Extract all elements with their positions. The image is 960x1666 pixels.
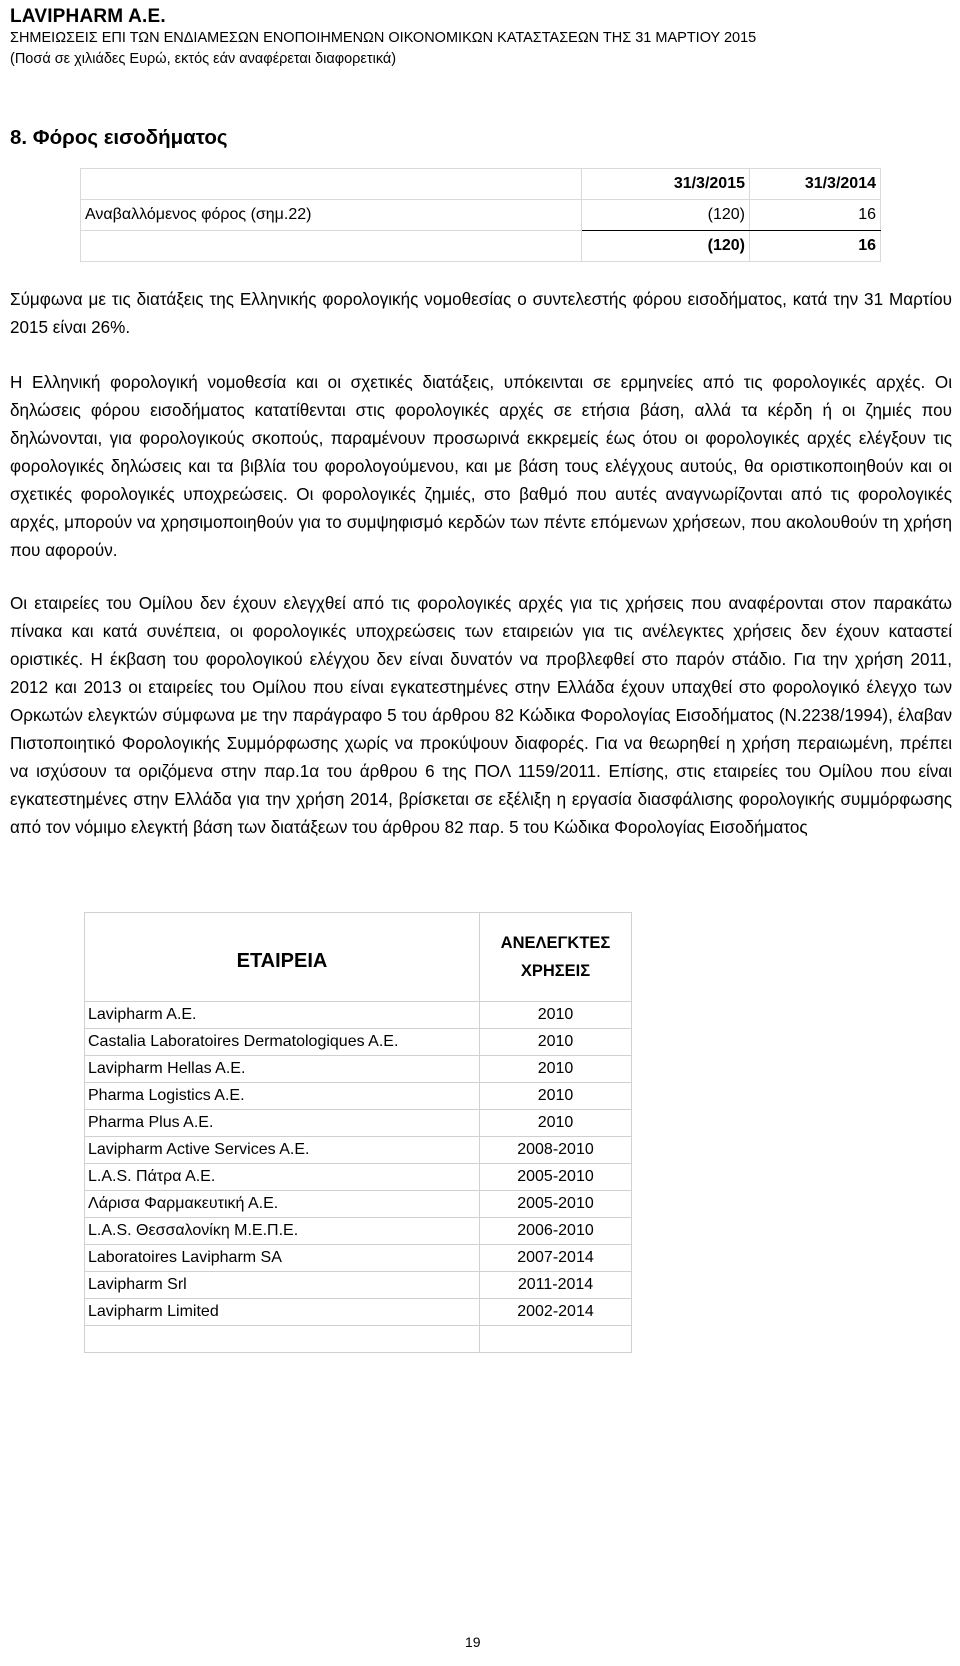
company-cell: Pharma Plus A.E. [85,1110,480,1137]
table-row [85,1164,632,1191]
table-row [85,1218,632,1245]
header-blank-cell [81,169,582,200]
table-row [81,200,881,231]
years-cell: 2007-2014 [480,1245,632,1272]
unaudited-years-table [84,912,632,1353]
table-row [85,1002,632,1029]
years-cell: 2006-2010 [480,1218,632,1245]
table-row [85,1056,632,1083]
amounts-note: (Ποσά σε χιλιάδες Ευρώ, εκτός εάν αναφέρεται διαφορετικά) [10,51,397,67]
company-cell: Pharma Logistics A.E. [85,1083,480,1110]
company-name: LAVIPHARM A.E. [10,6,166,27]
document-subtitle: ΣΗΜΕΙΩΣΕΙΣ ΕΠΙ ΤΩΝ ΕΝΔΙΑΜΕΣΩΝ ΕΝΟΠΟΙΗΜΕΝΩΝ ΟΙΚΟΝΟΜΙΚΩΝ ΚΑΤΑΣΤΑΣΕΩΝ ΤΗΣ 31 ΜΑΡΤΙΟΥ 2015 [10,30,757,46]
company-cell: Lavipharm Srl [85,1272,480,1299]
years-cell: 2008-2010 [480,1137,632,1164]
company-cell: L.A.S. Θεσσαλονίκη Μ.Ε.Π.Ε. [85,1218,480,1245]
total-2015: (120) [581,231,749,262]
header-2014: 31/3/2014 [750,169,881,200]
years-cell: 2010 [480,1029,632,1056]
row-value-2015: (120) [581,200,749,231]
table-row [85,1272,632,1299]
years-cell: 2005-2010 [480,1164,632,1191]
header-unaudited-years [480,913,632,1002]
paragraph-tax-legislation: Η Ελληνική φορολογική νομοθεσία και οι σχετικές διατάξεις, υπόκεινται σε ερμηνείες από τις φορολογικές αρχές. Οι δηλώσεις φόρου εισοδήματος κατατίθενται στις φορολογικές αρχές σε ετήσια βάση, αλλά τα κέρδη ή οι ζημιές που δηλώνονται, για φορολογικούς σκοπούς, παραμένουν προσωρινά εκκρεμείς έως ότου οι φορολογικές αρχές ελέγξουν τις φορολογικές δηλώσεις και τα βιβλία του φορολογούμενου, και με βάση τους ελέγχους αυτούς, θα οριστικοποιηθούν και οι σχετικές φορολογικές υποχρεώσεις. Οι φορολογικές ζημιές, στο βαθμό που αυτές αναγνωρίζονται από τις φορολογικές αρχές, μπορούν να χρησιμοποιηθούν για το συμψηφισμό κερδών των πέντε επόμενων χρήσεων, που ακολουθούν τη χρήση που αφορούν. [10,373,952,560]
table-row [85,1245,632,1272]
empty-cell [480,1326,632,1353]
years-cell: 2010 [480,1056,632,1083]
empty-cell [85,1326,480,1353]
header-2015: 31/3/2015 [581,169,749,200]
row-label: Αναβαλλόμενος φόρος (σημ.22) [81,200,582,231]
header-company: ΕΤΑΙΡΕΙΑ [85,913,480,1002]
table-row [85,1029,632,1056]
years-cell: 2010 [480,1002,632,1029]
total-label-blank [81,231,582,262]
company-cell: Laboratoires Lavipharm SA [85,1245,480,1272]
company-cell: Lavipharm Active Services A.E. [85,1137,480,1164]
table-row [85,1110,632,1137]
table-row [85,1083,632,1110]
table-row-empty [85,1326,632,1353]
company-cell: Lavipharm A.E. [85,1002,480,1029]
page-number: 19 [465,1634,481,1650]
paragraph-tax-rate: Σύμφωνα με τις διατάξεις της Ελληνικής φορολογικής νομοθεσίας ο συντελεστής φόρου εισοδήματος, κατά την 31 Μαρτίου 2015 είναι 26%. [10,290,952,337]
company-cell: Lavipharm Hellas A.E. [85,1056,480,1083]
table-row [85,1191,632,1218]
years-cell: 2005-2010 [480,1191,632,1218]
company-cell: Λάρισα Φαρμακευτική Α.Ε. [85,1191,480,1218]
years-cell: 2011-2014 [480,1272,632,1299]
table-row [85,1299,632,1326]
years-cell: 2010 [480,1083,632,1110]
company-cell: L.A.S. Πάτρα Α.Ε. [85,1164,480,1191]
companies-header-row [85,913,632,1002]
total-row [81,231,881,262]
income-tax-table [80,168,881,262]
header-years-line1: ΑΝΕΛΕΓΚΤΕΣ [500,934,611,952]
company-cell: Lavipharm Limited [85,1299,480,1326]
years-cell: 2002-2014 [480,1299,632,1326]
table-row [85,1137,632,1164]
company-cell: Castalia Laboratoires Dermatologiques A.E. [85,1029,480,1056]
table-header-row [81,169,881,200]
years-cell: 2010 [480,1110,632,1137]
row-value-2014: 16 [750,200,881,231]
paragraph-unaudited-years: Οι εταιρείες του Ομίλου δεν έχουν ελεγχθεί από τις φορολογικές αρχές για τις χρήσεις που αναφέρονται στον παρακάτω πίνακα και κατά συνέπεια, οι φορολογικές υποχρεώσεις των εταιρειών για τις ανέλεγκτες χρήσεις δεν έχουν καταστεί οριστικές. Η έκβαση του φορολογικού ελέγχου δεν είναι δυνατόν να προβλεφθεί στο παρόν στάδιο. Για την χρήση 2011, 2012 και 2013 οι εταιρείες του Ομίλου που είναι εγκατεστημένες στην Ελλάδα έχουν υπαχθεί στο φορολογικό έλεγχο των Ορκωτών ελεγκτών σύμφωνα με την παράγραφο 5 του άρθρου 82 Κώδικα Φορολογίας Εισοδήματος (Ν.2238/1994), έλαβαν Πιστοποιητικό Φορολογικής Συμμόρφωσης χωρίς να προκύψουν διαφορές. Για να θεωρηθεί η χρήση περαιωμένη, πρέπει να ισχύσουν τα οριζόμενα στην παρ.1α του άρθρου 6 της ΠΟΛ 1159/2011. Επίσης, στις εταιρείες του Ομίλου που είναι εγκατεστημένες στην Ελλάδα για την χρήση 2014, βρίσκεται σε εξέλιξη η εργασία διασφάλισης φορολογικής συμμόρφωσης από τον νόμιμο ελεγκτή βάση των διατάξεων του άρθρου 82 παρ. 5 του Κώδικα Φορολογίας Εισοδήματος [10,594,952,837]
total-2014: 16 [750,231,881,262]
header-years-line2: ΧΡΗΣΕΙΣ [520,962,591,980]
section-title: 8. Φόρος εισοδήματος [10,126,228,149]
